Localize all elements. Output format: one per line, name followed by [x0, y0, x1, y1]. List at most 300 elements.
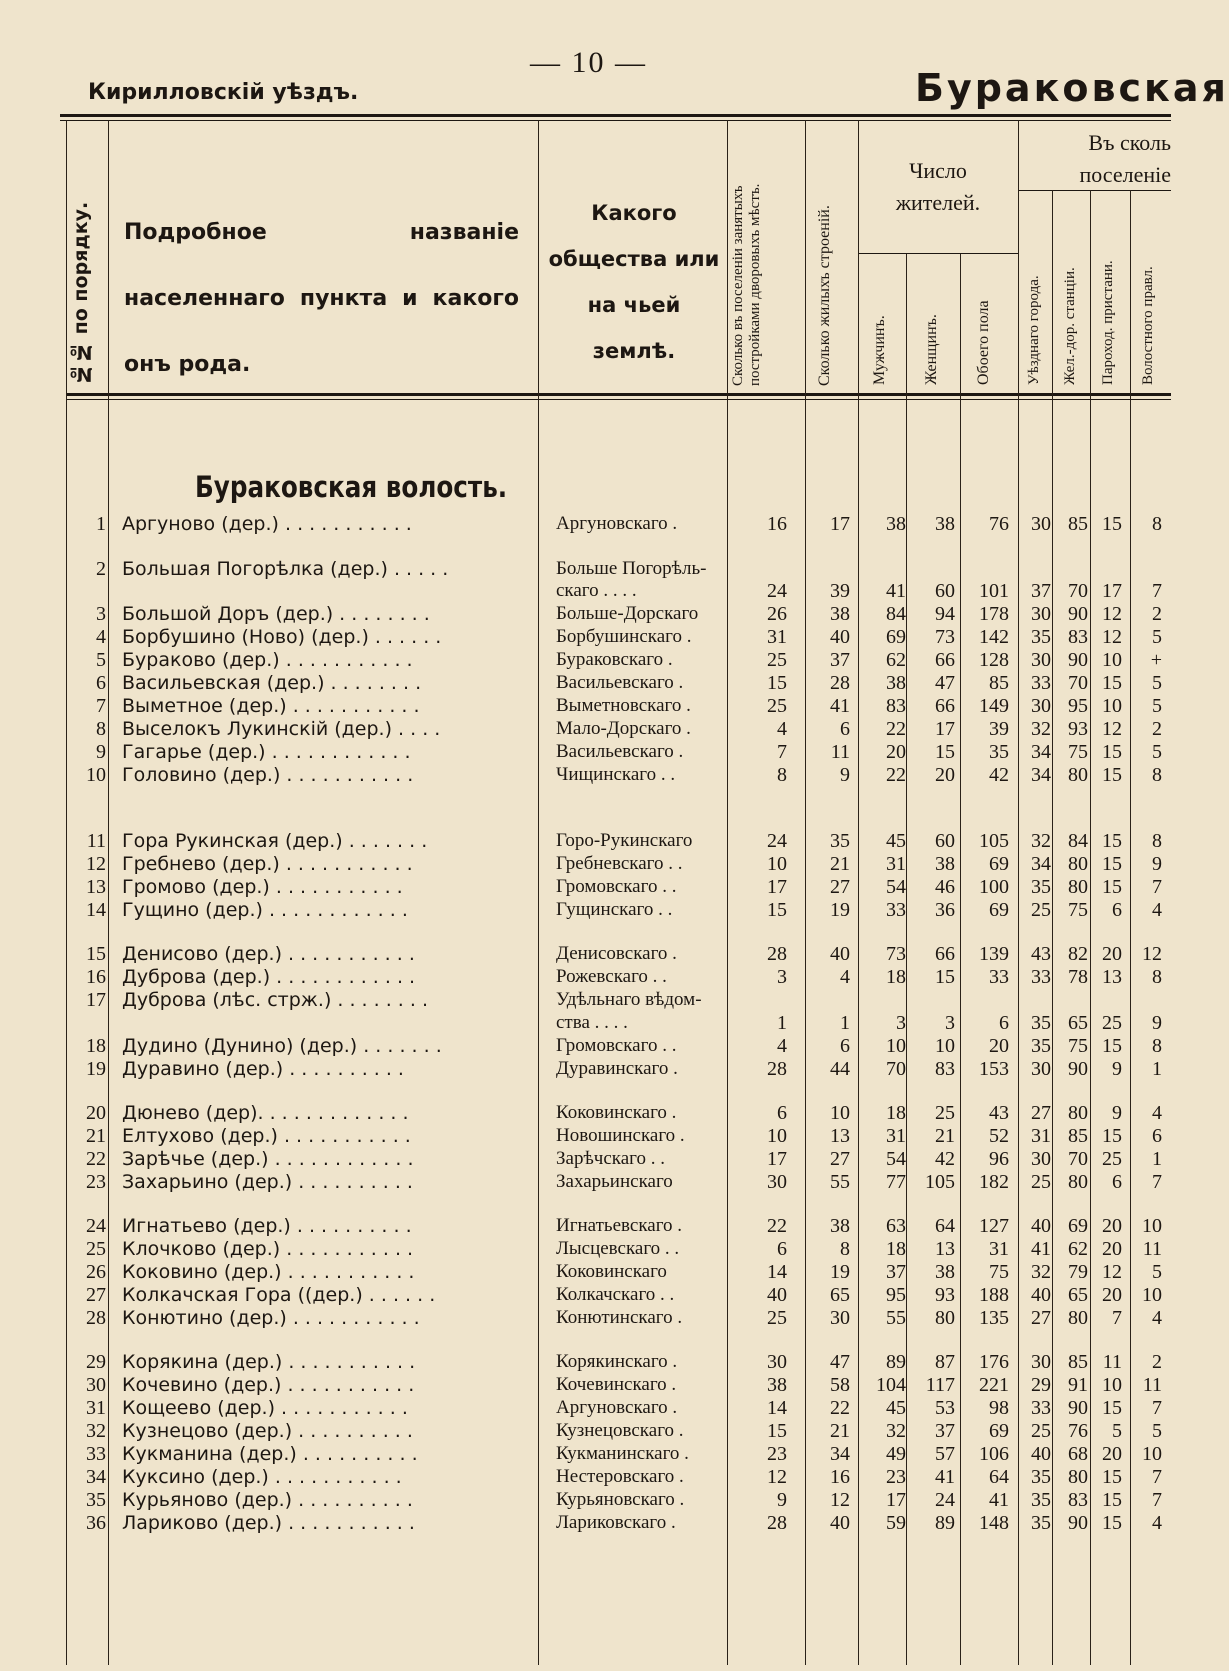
row-value: 53: [935, 1397, 955, 1419]
society-name: Удѣльнаго вѣдом-: [556, 989, 702, 1010]
row-number: 12: [86, 853, 106, 875]
row-value: 15: [1102, 853, 1122, 875]
row-value: 90: [1068, 1058, 1088, 1080]
row-value: 38: [830, 603, 850, 625]
row-value: 21: [935, 1125, 955, 1147]
row-value: 35: [989, 741, 1009, 763]
row-value: 16: [767, 513, 787, 535]
row-value: 9: [1112, 1102, 1122, 1124]
row-value: 45: [886, 1397, 906, 1419]
col-header-no: №№ по порядку.: [70, 201, 92, 385]
row-value: 40: [767, 1284, 787, 1306]
row-value: 4: [840, 966, 850, 988]
row-number: 30: [86, 1374, 106, 1396]
row-value: 15: [767, 1420, 787, 1442]
table-row: [66, 1374, 1171, 1396]
table-row: [66, 1351, 1171, 1373]
row-number: 6: [96, 672, 106, 694]
row-value: 182: [979, 1171, 1009, 1193]
society-name: Захарьинскаго: [556, 1171, 673, 1192]
row-value: 139: [979, 943, 1009, 965]
row-value: 33: [1031, 966, 1051, 988]
row-value: 19: [830, 899, 850, 921]
row-value: 10: [935, 1035, 955, 1057]
row-value: 13: [830, 1125, 850, 1147]
row-value: 10: [1102, 695, 1122, 717]
row-value: 44: [830, 1058, 850, 1080]
row-value: 65: [830, 1284, 850, 1306]
society-name: Громовскаго . .: [556, 1035, 677, 1056]
society-name: Гущинскаго . .: [556, 899, 673, 920]
row-value: 29: [1031, 1374, 1051, 1396]
row-value: 41: [1031, 1238, 1051, 1260]
row-value: 10: [830, 1102, 850, 1124]
row-value: 25: [767, 695, 787, 717]
row-value: 63: [886, 1215, 906, 1237]
row-value: 25: [767, 649, 787, 671]
society-name: Рожевскаго . .: [556, 966, 667, 987]
row-number: 19: [86, 1058, 106, 1080]
row-value: 34: [1031, 741, 1051, 763]
row-value: 11: [830, 741, 850, 763]
row-value: 18: [886, 966, 906, 988]
row-value: 23: [886, 1466, 906, 1488]
settlement-name: Елтухово (дер.) . . . . . . . . . . .: [122, 1125, 411, 1147]
row-value: 176: [979, 1351, 1009, 1373]
row-value: 40: [830, 626, 850, 648]
row-value: 36: [935, 899, 955, 921]
row-value: 47: [935, 672, 955, 694]
row-value: 38: [886, 513, 906, 535]
row-value: 8: [840, 1238, 850, 1260]
society-name: Нестеровскаго .: [556, 1466, 684, 1487]
row-number: 10: [86, 764, 106, 786]
row-value: 20: [1102, 1443, 1122, 1465]
settlement-name: Зарѣчье (дер.) . . . . . . . . . . . .: [122, 1148, 414, 1170]
society-name: Бураковскаго .: [556, 649, 673, 670]
row-value: 37: [1031, 580, 1051, 602]
row-value: 77: [886, 1171, 906, 1193]
settlement-name: Гребнево (дер.) . . . . . . . . . . .: [122, 853, 413, 875]
row-value: 30: [1031, 603, 1051, 625]
row-value: 12: [1142, 943, 1162, 965]
row-value: 28: [830, 672, 850, 694]
settlement-name: Корякина (дер.) . . . . . . . . . . .: [122, 1351, 416, 1373]
society-name: Чищинскаго . .: [556, 764, 676, 785]
table-row: [66, 1443, 1171, 1465]
row-value: 38: [830, 1215, 850, 1237]
row-value: 75: [1068, 1035, 1088, 1057]
table-row: [66, 741, 1171, 763]
row-value: 31: [767, 626, 787, 648]
row-value: 64: [935, 1215, 955, 1237]
settlement-name: Конютино (дер.) . . . . . . . . . . .: [122, 1307, 420, 1329]
row-value: 30: [1031, 1148, 1051, 1170]
table-row: [66, 695, 1171, 717]
table-row: [66, 1125, 1171, 1147]
row-value: 18: [886, 1238, 906, 1260]
table-row: [66, 1148, 1171, 1170]
row-value: 38: [935, 1261, 955, 1283]
row-value: 8: [1152, 1035, 1162, 1057]
row-value: 69: [989, 899, 1009, 921]
row-number: 32: [86, 1420, 106, 1442]
row-value: 96: [989, 1148, 1009, 1170]
row-value: 80: [1068, 853, 1088, 875]
row-value: 49: [886, 1443, 906, 1465]
row-number: 16: [86, 966, 106, 988]
row-value: 90: [1068, 1397, 1088, 1419]
row-value: 104: [876, 1374, 906, 1396]
row-value: 13: [1102, 966, 1122, 988]
settlement-name: Дюнево (дер). . . . . . . . . . . . .: [122, 1102, 409, 1124]
row-value: 43: [989, 1102, 1009, 1124]
row-value: 10: [767, 1125, 787, 1147]
row-value: 30: [1031, 1351, 1051, 1373]
table-row: [66, 966, 1171, 988]
col-header-both: Обоего пола: [975, 300, 992, 385]
row-value: 38: [935, 853, 955, 875]
row-number: 31: [86, 1397, 106, 1419]
society-name: ства . . . .: [556, 1012, 628, 1033]
row-value: 73: [886, 943, 906, 965]
district-title: Кирилловскій уѣздъ.: [88, 80, 359, 105]
row-value: 37: [886, 1261, 906, 1283]
row-value: 9: [777, 1489, 787, 1511]
row-value: 25: [1031, 1171, 1051, 1193]
row-value: 20: [886, 741, 906, 763]
row-value: 41: [830, 695, 850, 717]
col-header-society: Какого общества или на чьей землѣ.: [548, 201, 720, 363]
row-value: 54: [886, 1148, 906, 1170]
row-value: 17: [935, 718, 955, 740]
row-value: 9: [1152, 853, 1162, 875]
row-value: 28: [767, 943, 787, 965]
col-header-town: Уѣзднаго города.: [1026, 275, 1042, 385]
row-value: 12: [1102, 718, 1122, 740]
row-number: 27: [86, 1284, 106, 1306]
row-value: 82: [1068, 943, 1088, 965]
row-value: 10: [1142, 1284, 1162, 1306]
row-value: 3: [896, 1012, 906, 1034]
row-value: 55: [830, 1171, 850, 1193]
row-value: 40: [1031, 1215, 1051, 1237]
row-value: 58: [830, 1374, 850, 1396]
society-name: Колкачскаго . .: [556, 1284, 675, 1305]
row-value: 12: [1102, 603, 1122, 625]
settlement-name: Захарьино (дер.) . . . . . . . . . .: [122, 1171, 413, 1193]
row-value: 142: [979, 626, 1009, 648]
row-value: 15: [1102, 513, 1122, 535]
row-value: 15: [1102, 1397, 1122, 1419]
row-value: 28: [767, 1512, 787, 1534]
settlement-name: Кукманина (дер.) . . . . . . . . . .: [122, 1443, 418, 1465]
row-value: 25: [767, 1307, 787, 1329]
row-value: 14: [767, 1397, 787, 1419]
row-value: 20: [1102, 1284, 1122, 1306]
row-value: 70: [1068, 580, 1088, 602]
row-value: 24: [767, 830, 787, 852]
society-name: Больше-Дорскаго: [556, 603, 699, 624]
row-value: 98: [989, 1397, 1009, 1419]
row-value: 76: [989, 513, 1009, 535]
row-number: 21: [86, 1125, 106, 1147]
society-name: Аргуновскаго .: [556, 513, 678, 534]
row-value: 75: [1068, 899, 1088, 921]
row-value: 2: [1152, 718, 1162, 740]
row-value: 65: [1068, 1284, 1088, 1306]
row-number: 36: [86, 1512, 106, 1534]
row-value: 52: [989, 1125, 1009, 1147]
society-name: Аргуновскаго .: [556, 1397, 678, 1418]
row-value: 31: [989, 1238, 1009, 1260]
row-value: 30: [1031, 695, 1051, 717]
row-value: 22: [886, 764, 906, 786]
row-value: 1: [777, 1012, 787, 1034]
row-value: 33: [1031, 672, 1051, 694]
row-value: 106: [979, 1443, 1009, 1465]
row-value: 40: [1031, 1443, 1051, 1465]
row-value: 6: [840, 1035, 850, 1057]
row-value: 80: [1068, 1307, 1088, 1329]
row-value: 1: [840, 1012, 850, 1034]
row-value: 33: [1031, 1397, 1051, 1419]
settlement-name: Куксино (дер.) . . . . . . . . . . .: [122, 1466, 402, 1488]
row-value: 30: [1031, 649, 1051, 671]
table-row: [66, 1102, 1171, 1124]
table-row: [66, 672, 1171, 694]
row-value: 94: [935, 603, 955, 625]
settlement-name: Кощеево (дер.) . . . . . . . . . . .: [122, 1397, 408, 1419]
row-value: 84: [886, 603, 906, 625]
row-value: 39: [830, 580, 850, 602]
row-value: 7: [1112, 1307, 1122, 1329]
row-value: 5: [1152, 1420, 1162, 1442]
table-row: [66, 1012, 1171, 1034]
col-header-pier: Пароход. пристани.: [1100, 260, 1116, 385]
col-header-rail: Жел.-дор. станціи.: [1062, 267, 1078, 385]
row-value: 5: [1152, 1261, 1162, 1283]
row-value: 2: [1152, 1351, 1162, 1373]
row-value: 80: [935, 1307, 955, 1329]
table-row: [66, 513, 1171, 535]
row-number: 15: [86, 943, 106, 965]
settlement-name: Борбушино (Ново) (дер.) . . . . . .: [122, 626, 442, 648]
table-row: [66, 1238, 1171, 1260]
table-row: [66, 580, 1171, 602]
society-name: скаго . . . .: [556, 580, 637, 601]
row-value: 2: [1152, 603, 1162, 625]
row-value: 90: [1068, 603, 1088, 625]
settlement-name: Бураково (дер.) . . . . . . . . . . .: [122, 649, 413, 671]
row-value: 11: [1142, 1238, 1162, 1260]
row-value: 93: [1068, 718, 1088, 740]
table-row: [66, 1284, 1171, 1306]
settlement-name: Клочково (дер.) . . . . . . . . . . .: [122, 1238, 414, 1260]
row-value: 20: [1102, 1215, 1122, 1237]
row-value: 57: [935, 1443, 955, 1465]
row-value: 31: [1031, 1125, 1051, 1147]
row-value: 30: [830, 1307, 850, 1329]
row-value: 105: [925, 1171, 955, 1193]
table-row: [66, 1261, 1171, 1283]
row-value: 35: [1031, 1012, 1051, 1034]
table-row: [66, 830, 1171, 852]
row-value: 42: [989, 764, 1009, 786]
row-value: 7: [1152, 1466, 1162, 1488]
row-value: 22: [767, 1215, 787, 1237]
row-value: 62: [1068, 1238, 1088, 1260]
col-header-yards: Сколько въ поселеніи занятыхъ постройками дворовыхъ мѣстъ.: [730, 183, 763, 386]
settlement-name: Васильевская (дер.) . . . . . . . .: [122, 672, 422, 694]
row-value: 14: [767, 1261, 787, 1283]
row-value: 80: [1068, 1171, 1088, 1193]
table-row: [66, 1512, 1171, 1534]
society-name: Мало-Дорскаго .: [556, 718, 691, 739]
row-value: 9: [1152, 1012, 1162, 1034]
row-value: 17: [1102, 580, 1122, 602]
page-number: — 10 —: [530, 46, 647, 79]
row-value: 41: [989, 1489, 1009, 1511]
row-value: 25: [1031, 1420, 1051, 1442]
row-value: 25: [1102, 1148, 1122, 1170]
row-value: 69: [886, 626, 906, 648]
table-row: [66, 1489, 1171, 1511]
society-name: Больше Погорѣль-: [556, 558, 707, 579]
row-value: 32: [1031, 830, 1051, 852]
row-value: 15: [1102, 1125, 1122, 1147]
col-header-men: Мужчинъ.: [871, 315, 888, 385]
settlement-name: Лариково (дер.) . . . . . . . . . . .: [122, 1512, 415, 1534]
row-value: 28: [767, 1058, 787, 1080]
row-value: 12: [830, 1489, 850, 1511]
society-name: Лариковскаго .: [556, 1512, 676, 1533]
row-value: 73: [935, 626, 955, 648]
row-value: 85: [1068, 513, 1088, 535]
settlement-name: Выселокъ Лукинскій (дер.) . . . .: [122, 718, 441, 740]
row-value: 23: [767, 1443, 787, 1465]
row-value: 20: [989, 1035, 1009, 1057]
row-value: 93: [935, 1284, 955, 1306]
row-value: 60: [935, 580, 955, 602]
row-value: 4: [1152, 1307, 1162, 1329]
society-name: Коковинскаго .: [556, 1102, 677, 1123]
row-value: 7: [1152, 580, 1162, 602]
row-value: 62: [886, 649, 906, 671]
row-value: 7: [1152, 876, 1162, 898]
row-value: 25: [1102, 1012, 1122, 1034]
table-row: [66, 764, 1171, 786]
row-value: 84: [1068, 830, 1088, 852]
row-value: 25: [935, 1102, 955, 1124]
row-value: 7: [1152, 1171, 1162, 1193]
settlement-name: Выметное (дер.) . . . . . . . . . . .: [122, 695, 420, 717]
row-value: 83: [935, 1058, 955, 1080]
row-number: 5: [96, 649, 106, 671]
settlement-name: Курьяново (дер.) . . . . . . . . . .: [122, 1489, 413, 1511]
row-value: 35: [1031, 626, 1051, 648]
row-value: 70: [1068, 672, 1088, 694]
row-value: 178: [979, 603, 1009, 625]
row-value: 83: [886, 695, 906, 717]
row-value: 90: [1068, 649, 1088, 671]
settlement-name: Дуброва (лѣс. стрж.) . . . . . . . .: [122, 989, 428, 1011]
row-value: 68: [1068, 1443, 1088, 1465]
row-value: 85: [989, 672, 1009, 694]
row-value: 100: [979, 876, 1009, 898]
row-value: 85: [1068, 1125, 1088, 1147]
row-value: +: [1150, 649, 1162, 671]
table-row: [66, 603, 1171, 625]
society-name: Денисовскаго .: [556, 943, 677, 964]
row-value: 10: [767, 853, 787, 875]
row-number: 4: [96, 626, 106, 648]
society-name: Громовскаго . .: [556, 876, 677, 897]
row-value: 43: [1031, 943, 1051, 965]
row-value: 6: [840, 718, 850, 740]
table-row: [66, 1397, 1171, 1419]
row-value: 6: [777, 1102, 787, 1124]
row-value: 38: [935, 513, 955, 535]
settlement-name: Дуброва (дер.) . . . . . . . . . . . .: [122, 966, 416, 988]
row-value: 30: [767, 1351, 787, 1373]
row-value: 148: [979, 1512, 1009, 1534]
row-number: 23: [86, 1171, 106, 1193]
row-value: 38: [886, 672, 906, 694]
settlement-name: Головино (дер.) . . . . . . . . . . .: [122, 764, 414, 786]
row-value: 85: [1068, 1351, 1088, 1373]
row-value: 22: [830, 1397, 850, 1419]
row-number: 8: [96, 718, 106, 740]
row-value: 75: [1068, 741, 1088, 763]
row-value: 15: [1102, 741, 1122, 763]
settlement-name: Большая Погорѣлка (дер.) . . . . .: [122, 558, 449, 580]
row-value: 5: [1152, 695, 1162, 717]
row-value: 15: [1102, 1466, 1122, 1488]
row-value: 26: [767, 603, 787, 625]
row-value: 15: [1102, 1512, 1122, 1534]
row-value: 8: [1152, 830, 1162, 852]
row-value: 7: [1152, 1397, 1162, 1419]
row-value: 18: [886, 1102, 906, 1124]
top-rule: [60, 114, 1171, 117]
row-value: 95: [886, 1284, 906, 1306]
row-value: 40: [830, 1512, 850, 1534]
row-number: 17: [86, 989, 106, 1011]
row-number: 2: [96, 558, 106, 580]
row-value: 34: [1031, 764, 1051, 786]
row-value: 35: [1031, 876, 1051, 898]
row-value: 20: [935, 764, 955, 786]
row-value: 27: [830, 1148, 850, 1170]
table-row: [66, 1466, 1171, 1488]
row-value: 15: [935, 966, 955, 988]
row-value: 153: [979, 1058, 1009, 1080]
society-name: Конютинскаго .: [556, 1307, 683, 1328]
col-header-women: Женщинъ.: [923, 314, 940, 385]
society-name: Корякинскаго .: [556, 1351, 678, 1372]
section-title: Бураковская волость.: [195, 470, 508, 504]
row-value: 8: [1152, 764, 1162, 786]
table-row: [66, 876, 1171, 898]
row-value: 95: [1068, 695, 1088, 717]
table-row: [66, 1058, 1171, 1080]
settlement-name: Колкачская Гора ((дер.) . . . . . .: [122, 1284, 436, 1306]
row-value: 15: [767, 899, 787, 921]
row-value: 6: [999, 1012, 1009, 1034]
row-value: 33: [886, 899, 906, 921]
row-value: 135: [979, 1307, 1009, 1329]
